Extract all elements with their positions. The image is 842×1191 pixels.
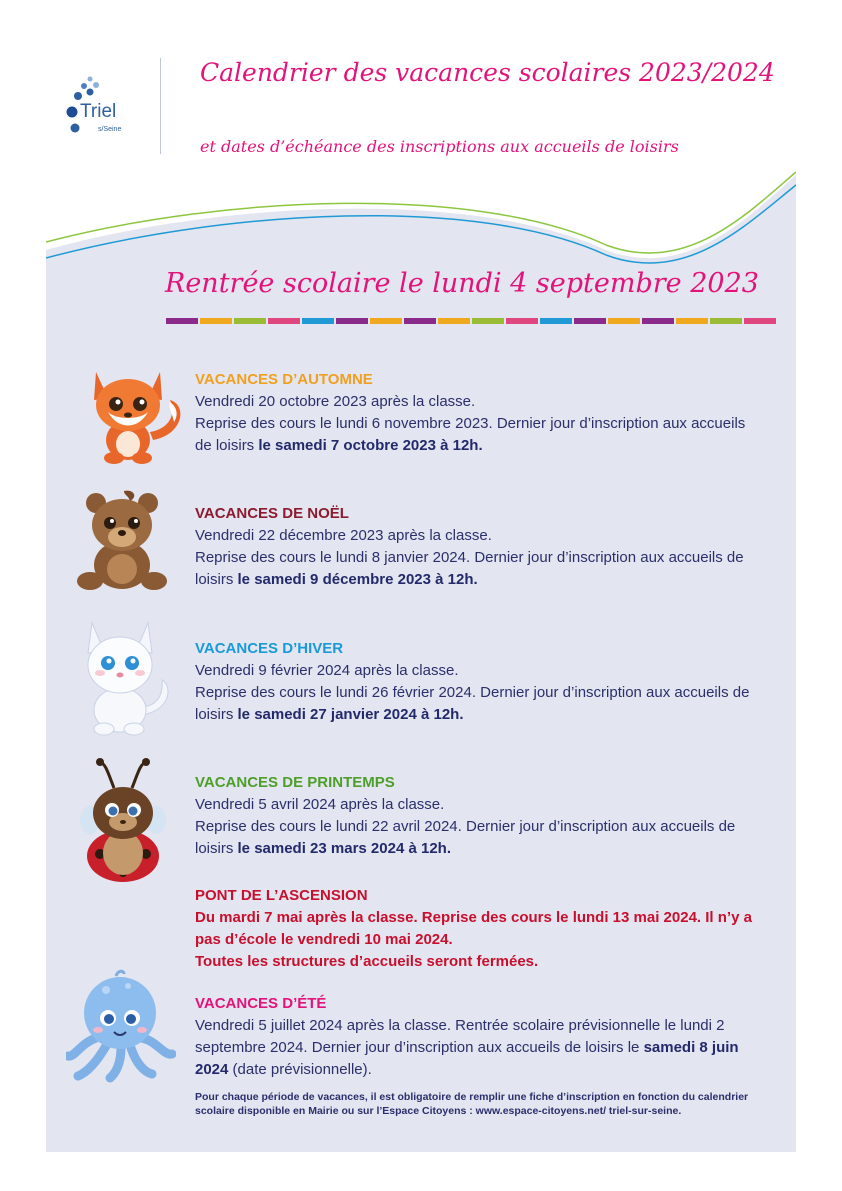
section-line: Vendredi 5 avril 2024 après la classe.: [195, 796, 445, 813]
section-heading: PONT DE L’ASCENSION: [195, 887, 368, 904]
section-line: Reprise des cours le lundi 26 février 2024. Dernier jour d’inscription aux accueils de loisirs: [195, 684, 750, 723]
rentree-heading: Rentrée scolaire le lundi 4 septembre 2023: [165, 268, 759, 299]
section-hiver: [195, 638, 765, 726]
color-stripe: [370, 318, 402, 324]
color-stripe: [234, 318, 266, 324]
section-heading: VACANCES DE PRINTEMPS: [195, 774, 395, 791]
logo-divider: [160, 58, 161, 154]
white-cat-icon: [72, 615, 172, 740]
color-stripe: [302, 318, 334, 324]
color-stripe: [744, 318, 776, 324]
color-stripe: [472, 318, 504, 324]
section-deadline: le samedi 9 décembre 2023 à 12h.: [237, 571, 478, 588]
section-line: Vendredi 22 décembre 2023 après la classe.: [195, 527, 492, 544]
color-stripe: [166, 318, 198, 324]
fox-icon: [78, 360, 188, 465]
section-noel: [195, 503, 765, 591]
section-deadline: le samedi 7 octobre 2023 à 12h.: [258, 437, 483, 454]
color-stripe: [642, 318, 674, 324]
section-heading: VACANCES DE NOËL: [195, 505, 349, 522]
color-stripe: [200, 318, 232, 324]
section-line: Reprise des cours le lundi 8 janvier 2024. Dernier jour d’inscription aux accueils de loisirs: [195, 549, 744, 588]
section-automne: [195, 369, 765, 457]
bear-icon: [72, 483, 172, 598]
color-stripe: [574, 318, 606, 324]
section-heading: VACANCES D’AUTOMNE: [195, 371, 373, 388]
color-stripe: [336, 318, 368, 324]
page-subtitle: et dates d’échéance des inscriptions aux accueils de loisirs: [200, 137, 679, 156]
section-line: Vendredi 9 février 2024 après la classe.: [195, 662, 459, 679]
section-deadline: le samedi 27 janvier 2024 à 12h.: [237, 706, 464, 723]
section-line: Vendredi 5 juillet 2024 après la classe. Rentrée scolaire prévisionnelle le lundi 2 septembre 2024. Dernier jour d’inscription aux accueils de loisirs le: [195, 1017, 725, 1056]
section-line: Toutes les structures d’accueils seront fermées.: [195, 953, 539, 970]
color-stripe: [710, 318, 742, 324]
footnote: Pour chaque période de vacances, il est obligatoire de remplir une fiche d’inscription en fonction du calendrier scolaire disponible en Mairie ou sur l’Espace Citoyens : www.espace-citoyens.net/ triel-sur-seine.: [195, 1091, 749, 1117]
section-line: Vendredi 20 octobre 2023 après la classe.: [195, 393, 476, 410]
section-heading: VACANCES D’ÉTÉ: [195, 995, 327, 1012]
color-stripe: [438, 318, 470, 324]
ladybug-icon: [78, 758, 168, 888]
octopus-icon: [66, 968, 176, 1083]
color-stripes: [166, 318, 776, 324]
logo-name: Triel: [80, 101, 117, 122]
section-deadline: le samedi 23 mars 2024 à 12h.: [237, 840, 451, 857]
logo-sub: s/Seine: [98, 126, 122, 133]
section-deadline: samedi 8 juin 2024: [195, 1039, 739, 1078]
section-line: Reprise des cours le lundi 6 novembre 2023. Dernier jour d’inscription aux accueils de loisirs: [195, 415, 746, 454]
section-ete: [195, 993, 765, 1081]
section-line: (date prévisionnelle).: [228, 1061, 372, 1078]
color-stripe: [608, 318, 640, 324]
color-stripe: [676, 318, 708, 324]
color-stripe: [540, 318, 572, 324]
page-title: Calendrier des vacances scolaires 2023/2024: [200, 58, 775, 87]
color-stripe: [506, 318, 538, 324]
section-printemps: [195, 772, 765, 860]
section-ascension: [195, 885, 765, 973]
color-stripe: [268, 318, 300, 324]
section-heading: VACANCES D’HIVER: [195, 640, 344, 657]
section-line: Du mardi 7 mai après la classe. Reprise des cours le lundi 13 mai 2024. Il n’y a pas d’école le vendredi 10 mai 2024.: [195, 909, 752, 948]
decorative-waves: [46, 150, 796, 270]
color-stripe: [404, 318, 436, 324]
section-line: Reprise des cours le lundi 22 avril 2024. Dernier jour d’inscription aux accueils de loisirs: [195, 818, 736, 857]
